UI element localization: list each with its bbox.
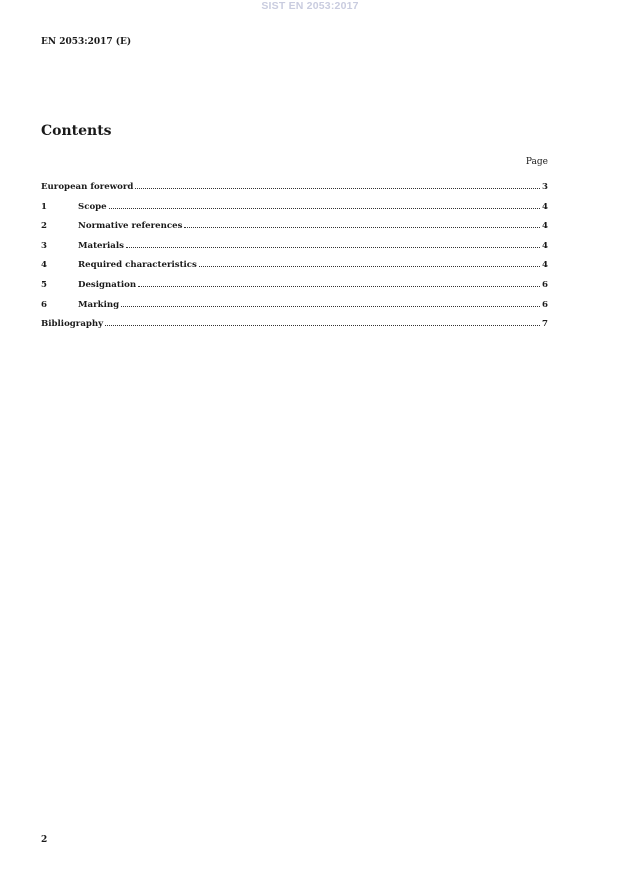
page-column-label: Page bbox=[525, 157, 548, 167]
toc-entry-page: 6 bbox=[542, 299, 548, 310]
toc-entry-european-foreword[interactable] bbox=[41, 182, 548, 202]
toc-entry-page: 7 bbox=[542, 319, 548, 330]
toc-entry-title: Required characteristics bbox=[78, 260, 197, 271]
toc-entry-page: 4 bbox=[542, 240, 548, 251]
toc-entry-page: 3 bbox=[542, 182, 548, 192]
toc-entry-number: 5 bbox=[41, 279, 47, 290]
toc-entry-bibliography[interactable] bbox=[41, 319, 548, 339]
watermark: SIST EN 2053:2017 bbox=[261, 0, 359, 12]
toc-leader-dots bbox=[105, 325, 540, 326]
toc-entry-title: Bibliography bbox=[41, 319, 104, 330]
toc-entry-page: 6 bbox=[542, 279, 548, 290]
footer-page-number: 2 bbox=[41, 835, 48, 845]
toc-entry-number: 3 bbox=[41, 240, 47, 251]
toc-entry-scope[interactable] bbox=[41, 202, 548, 222]
toc-entry-title: European foreword bbox=[41, 182, 134, 192]
toc-entry-designation[interactable] bbox=[41, 280, 548, 300]
toc-entry-page: 4 bbox=[542, 260, 548, 271]
toc-entry-page: 4 bbox=[542, 201, 548, 212]
toc-entry-number: 6 bbox=[41, 299, 47, 310]
toc-entry-title: Designation bbox=[78, 279, 137, 290]
toc-entry-page: 4 bbox=[542, 221, 548, 232]
toc-leader-dots bbox=[184, 227, 540, 228]
toc-entry-normative-references[interactable] bbox=[41, 221, 548, 241]
toc-entry-title: Scope bbox=[78, 201, 107, 212]
toc-leader-dots bbox=[138, 286, 540, 287]
contents-heading: Contents bbox=[41, 123, 112, 139]
table-of-contents bbox=[41, 182, 548, 339]
toc-entry-marking[interactable] bbox=[41, 300, 548, 320]
toc-leader-dots bbox=[109, 208, 540, 209]
toc-entry-number: 4 bbox=[41, 260, 47, 271]
toc-entry-title: Normative references bbox=[78, 221, 183, 232]
toc-entry-number: 2 bbox=[41, 221, 47, 232]
document-code-header: EN 2053:2017 (E) bbox=[41, 37, 132, 47]
toc-entry-title: Materials bbox=[78, 240, 124, 251]
toc-leader-dots bbox=[199, 266, 540, 267]
toc-entry-title: Marking bbox=[78, 299, 120, 310]
toc-entry-required-characteristics[interactable] bbox=[41, 260, 548, 280]
toc-entry-materials[interactable] bbox=[41, 241, 548, 261]
toc-leader-dots bbox=[126, 247, 540, 248]
toc-leader-dots bbox=[121, 306, 540, 307]
toc-entry-number: 1 bbox=[41, 201, 47, 212]
toc-leader-dots bbox=[135, 188, 540, 189]
